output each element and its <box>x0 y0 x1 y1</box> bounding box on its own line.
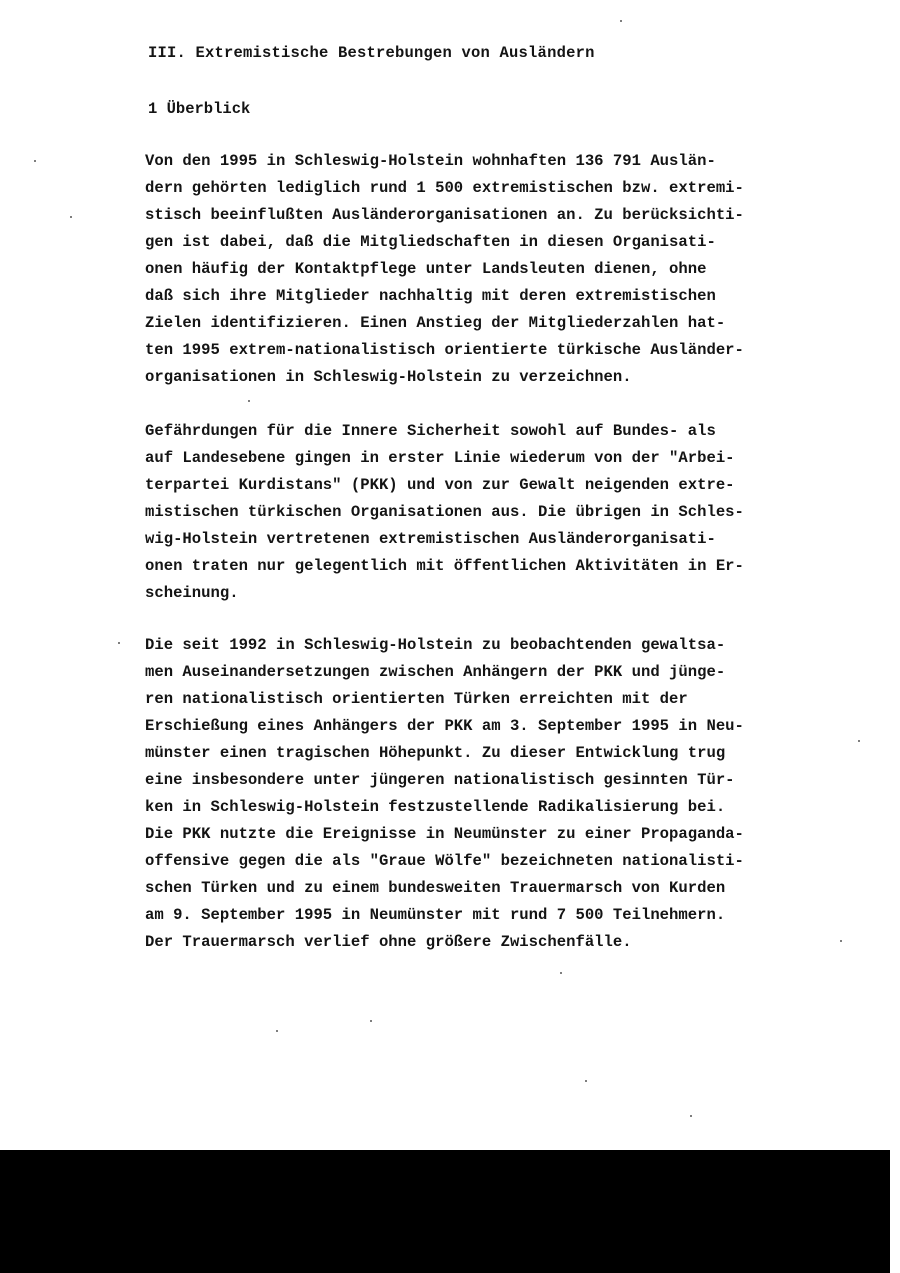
scan-right-margin <box>890 0 900 1273</box>
scan-speck <box>118 642 120 644</box>
text-line: ten 1995 extrem-nationalistisch orientierte türkische Ausländer- <box>145 341 744 359</box>
section-heading: III. Extremistische Bestrebungen von Ausländern <box>148 44 595 62</box>
paragraph-conflicts <box>145 632 865 956</box>
text-line: eine insbesondere unter jüngeren nationalistisch gesinnten Tür- <box>145 771 735 789</box>
text-line: mistischen türkischen Organisationen aus. Die übrigen in Schles- <box>145 503 744 521</box>
subsection-heading: 1 Überblick <box>148 100 251 118</box>
text-line: ren nationalistisch orientierten Türken erreichten mit der <box>145 690 688 708</box>
scan-speck <box>70 216 72 218</box>
text-line: Der Trauermarsch verlief ohne größere Zwischenfälle. <box>145 933 632 951</box>
scan-speck <box>585 1080 587 1082</box>
text-line: Von den 1995 in Schleswig-Holstein wohnhaften 136 791 Auslän- <box>145 152 716 170</box>
text-line: scheinung. <box>145 584 239 602</box>
text-line: Gefährdungen für die Innere Sicherheit sowohl auf Bundes- als <box>145 422 716 440</box>
text-line: dern gehörten lediglich rund 1 500 extremistischen bzw. extremi- <box>145 179 744 197</box>
scan-speck <box>276 1030 278 1032</box>
text-line: schen Türken und zu einem bundesweiten Trauermarsch von Kurden <box>145 879 726 897</box>
text-line: onen häufig der Kontaktpflege unter Landsleuten dienen, ohne <box>145 260 707 278</box>
text-line: gen ist dabei, daß die Mitgliedschaften in diesen Organisati- <box>145 233 716 251</box>
text-line: Zielen identifizieren. Einen Anstieg der Mitgliederzahlen hat- <box>145 314 726 332</box>
text-line: Die PKK nutzte die Ereignisse in Neumünster zu einer Propaganda- <box>145 825 744 843</box>
text-line: daß sich ihre Mitglieder nachhaltig mit deren extremistischen <box>145 287 716 305</box>
text-line: Die seit 1992 in Schleswig-Holstein zu beobachtenden gewaltsa- <box>145 636 726 654</box>
text-line: Erschießung eines Anhängers der PKK am 3. September 1995 in Neu- <box>145 717 744 735</box>
text-line: terpartei Kurdistans" (PKK) und von zur Gewalt neigenden extre- <box>145 476 735 494</box>
scan-speck <box>858 740 860 742</box>
text-line: offensive gegen die als "Graue Wölfe" bezeichneten nationalisti- <box>145 852 744 870</box>
text-line: auf Landesebene gingen in erster Linie wiederum von der "Arbei- <box>145 449 735 467</box>
text-line: ken in Schleswig-Holstein festzustellende Radikalisierung bei. <box>145 798 726 816</box>
paragraph-overview <box>145 148 865 391</box>
scan-speck <box>560 972 562 974</box>
scan-speck <box>370 1020 372 1022</box>
scan-speck <box>34 160 36 162</box>
text-line: onen traten nur gelegentlich mit öffentlichen Aktivitäten in Er- <box>145 557 744 575</box>
text-line: stisch beeinflußten Ausländerorganisationen an. Zu berücksichti- <box>145 206 744 224</box>
text-line: am 9. September 1995 in Neumünster mit rund 7 500 Teilnehmern. <box>145 906 726 924</box>
text-line: münster einen tragischen Höhepunkt. Zu dieser Entwicklung trug <box>145 744 726 762</box>
scan-black-band <box>0 1150 890 1273</box>
scan-speck <box>690 1115 692 1117</box>
scan-speck <box>840 940 842 942</box>
text-line: men Auseinandersetzungen zwischen Anhängern der PKK und jünge- <box>145 663 726 681</box>
text-line: wig-Holstein vertretenen extremistischen Ausländerorganisati- <box>145 530 716 548</box>
scan-speck <box>248 400 250 402</box>
text-line: organisationen in Schleswig-Holstein zu verzeichnen. <box>145 368 632 386</box>
paragraph-threats <box>145 418 865 607</box>
scan-speck <box>620 20 622 22</box>
